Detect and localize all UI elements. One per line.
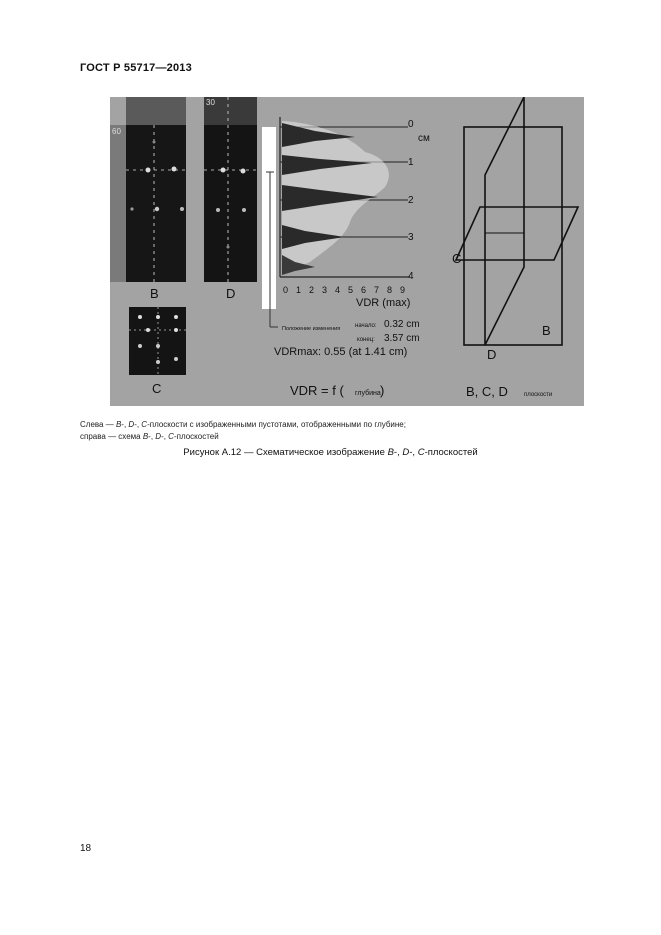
depth-tick: 2 <box>408 195 414 206</box>
position-label: Положение изменения <box>282 326 341 332</box>
b-plane-panel <box>110 97 186 282</box>
vdr-max-label: VDRmax: 0.55 (at 1.41 cm) <box>274 346 408 358</box>
page-number: 18 <box>80 843 92 854</box>
vdr-formula-arg: глубина <box>355 390 381 397</box>
c-plane-panel <box>129 307 186 375</box>
start-value: 0.32 cm <box>384 319 420 330</box>
b-panel-label: B <box>150 286 159 301</box>
vdr-tick: 2 <box>309 285 315 295</box>
vdr-tick: 6 <box>361 285 367 295</box>
figure-note-line1: Слева — B-, D-, C-плоскости с изображенными пустотами, отображенными по глубине; <box>80 420 406 429</box>
vdr-formula-close: ) <box>380 383 385 398</box>
depth-axis <box>408 119 430 282</box>
vdr-axis-label: VDR (max) <box>356 297 411 309</box>
depth-unit-label: см <box>418 133 430 144</box>
schema-b-label: B <box>542 323 551 338</box>
d-panel-corner-label: 30 <box>206 98 215 107</box>
figure-caption: Рисунок А.12 — Схематическое изображение B-, D-, C-плоскостей <box>183 447 478 458</box>
vdr-formula-main: VDR = f ( <box>290 383 344 398</box>
c-panel-label: C <box>152 381 162 396</box>
schema-planes-suffix: плоскости <box>524 392 553 398</box>
schema-d-label: D <box>487 347 497 362</box>
depth-tick: 4 <box>408 271 414 282</box>
schema-c-label: C <box>452 251 462 266</box>
vdr-tick: 4 <box>335 285 341 295</box>
planes-schema <box>456 97 578 345</box>
vdr-tick: 7 <box>374 285 380 295</box>
vdr-tick: 8 <box>387 285 393 295</box>
start-label: начало: <box>355 323 377 329</box>
figure-note <box>80 419 406 442</box>
depth-profile-plot <box>262 117 410 327</box>
vdr-tick: 9 <box>400 285 406 295</box>
end-value: 3.57 cm <box>384 333 420 344</box>
document-code: ГОСТ Р 55717—2013 <box>80 62 192 74</box>
vdr-tick: 0 <box>283 285 289 295</box>
end-label: конец: <box>357 337 375 343</box>
vdr-axis <box>283 285 405 295</box>
figure-svg <box>110 97 584 406</box>
figure-note-line2: справа — схема B-, D-, C-плоскостей <box>80 431 219 441</box>
vdr-tick: 1 <box>296 285 302 295</box>
figure-image <box>110 97 584 406</box>
depth-tick: 0 <box>408 119 414 130</box>
schema-planes-label: B, C, D <box>466 384 508 399</box>
depth-tick: 3 <box>408 232 414 243</box>
vdr-formula <box>290 383 384 398</box>
vdr-tick: 5 <box>348 285 354 295</box>
depth-tick: 1 <box>408 157 414 168</box>
d-plane-panel <box>204 97 257 282</box>
b-panel-corner-label: 60 <box>112 127 121 136</box>
vdr-tick: 3 <box>322 285 328 295</box>
d-panel-label: D <box>226 286 236 301</box>
